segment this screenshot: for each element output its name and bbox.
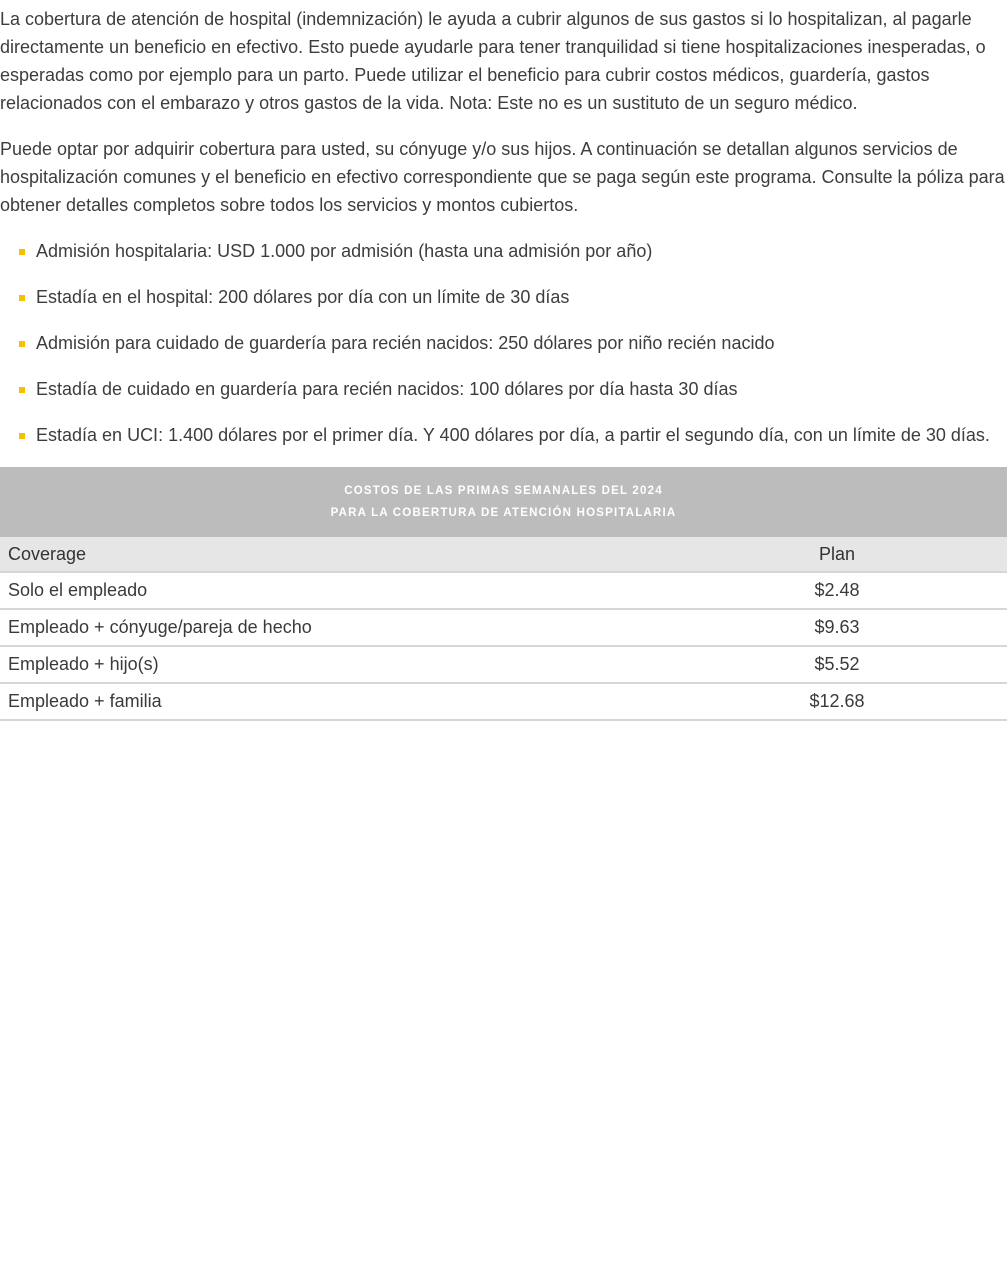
coverage-cell: Empleado + familia (0, 683, 729, 720)
list-item (0, 329, 1008, 357)
premiums-table (0, 537, 1007, 721)
benefit-text: Estadía de cuidado en guardería para recién nacidos: 100 dólares por día hasta 30 días (36, 379, 738, 399)
premiums-table-section (0, 467, 1007, 721)
plan-cell: $5.52 (729, 646, 1007, 683)
table-row (0, 609, 1007, 646)
plan-cell: $2.48 (729, 572, 1007, 609)
table-banner (0, 467, 1007, 537)
benefit-text: Estadía en el hospital: 200 dólares por día con un límite de 30 días (36, 287, 570, 307)
coverage-cell: Empleado + hijo(s) (0, 646, 729, 683)
square-bullet-icon (19, 295, 25, 301)
benefits-list (0, 237, 1008, 449)
plan-column-header: Plan (729, 537, 1007, 572)
list-item (0, 237, 1008, 265)
table-row (0, 683, 1007, 720)
table-banner-line-1: COSTOS DE LAS PRIMAS SEMANALES DEL 2024 (344, 485, 663, 497)
plan-cell: $12.68 (729, 683, 1007, 720)
list-item (0, 283, 1008, 311)
intro-paragraph-2: Puede optar por adquirir cobertura para usted, su cónyuge y/o sus hijos. A continuación se detallan algunos servicios de hospitalización comunes y el beneficio en efectivo correspondiente que se paga según este programa. Consulte la póliza para obtener detalles completos sobre todos los servicios y montos cubiertos. (0, 139, 1005, 215)
plan-cell: $9.63 (729, 609, 1007, 646)
table-row (0, 572, 1007, 609)
square-bullet-icon (19, 341, 25, 347)
table-banner-line-2: PARA LA COBERTURA DE ATENCIÓN HOSPITALARIA (330, 507, 677, 519)
intro-paragraph-1: La cobertura de atención de hospital (indemnización) le ayuda a cubrir algunos de sus gastos si lo hospitalizan, al pagarle directamente un beneficio en efectivo. Esto puede ayudarle para tener tranquilidad si tiene hospitalizaciones inesperadas, o esperadas como por ejemplo para un parto. Puede utilizar el beneficio para cubrir costos médicos, guardería, gastos relacionados con el embarazo y otros gastos de la vida. Nota: Este no es un sustituto de un seguro médico. (0, 9, 986, 113)
benefit-text: Admisión hospitalaria: USD 1.000 por admisión (hasta una admisión por año) (36, 241, 653, 261)
benefit-text: Admisión para cuidado de guardería para recién nacidos: 250 dólares por niño recién nacido (36, 333, 775, 353)
list-item (0, 421, 1008, 449)
coverage-column-header: Coverage (0, 537, 729, 572)
coverage-cell: Empleado + cónyuge/pareja de hecho (0, 609, 729, 646)
square-bullet-icon (19, 249, 25, 255)
square-bullet-icon (19, 387, 25, 393)
list-item (0, 375, 1008, 403)
benefit-text: Estadía en UCI: 1.400 dólares por el primer día. Y 400 dólares por día, a partir el segundo día, con un límite de 30 días. (36, 425, 990, 445)
table-header-row (0, 537, 1007, 572)
square-bullet-icon (19, 433, 25, 439)
table-row (0, 646, 1007, 683)
content (0, 5, 1008, 721)
coverage-cell: Solo el empleado (0, 572, 729, 609)
